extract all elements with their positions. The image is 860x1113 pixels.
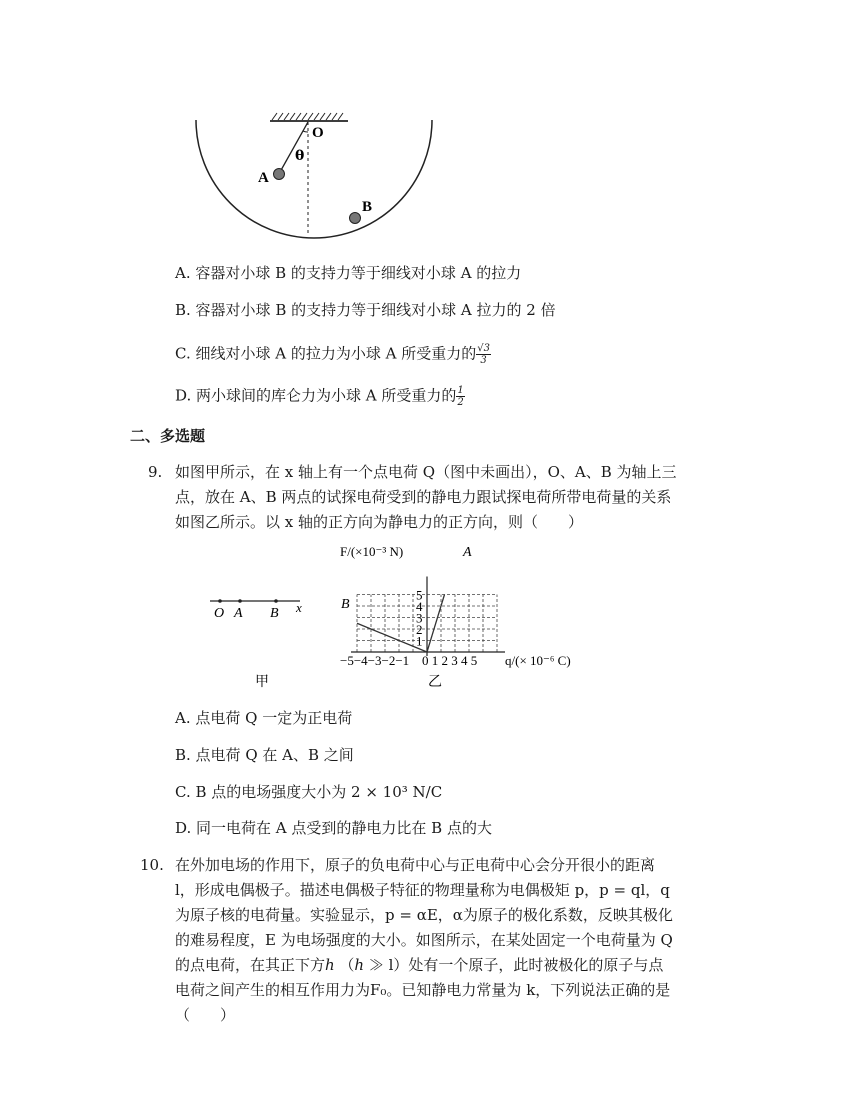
q10-line-3: 为原子核的电荷量。实验显示，p = αE，α为原子的极化系数，反映其极化 — [175, 906, 673, 924]
fraction-1-over-2: $\frac{1}{2}$ — [457, 385, 464, 408]
label-b: B — [270, 606, 279, 621]
x-tick-labels-positive: 0 1 2 3 4 5 — [422, 653, 478, 668]
label-theta: θ — [295, 148, 305, 164]
q9-line-1: 如图甲所示，在 x 轴上有一个点电荷 Q（图中未画出），O、A、B 为轴上三 — [175, 463, 677, 481]
q8-option-d-text: D. 两小球间的库仑力为小球 A 所受重力的 — [175, 386, 457, 405]
q10-line-6: 电荷之间产生的相互作用力为F₀。已知静电力常量为 k，下列说法正确的是 — [175, 981, 671, 999]
y-tick-label: 3 — [416, 610, 423, 626]
section-title: 二、多选题 — [130, 427, 206, 445]
label-b: B — [362, 199, 373, 215]
line-a-label: A — [463, 545, 472, 560]
q9-option-d: D. 同一电荷在 A 点受到的静电力比在 B 点的大 — [175, 819, 492, 837]
label-a: A — [234, 606, 243, 621]
y-tick-label: 1 — [416, 633, 423, 649]
series-line-a — [427, 595, 445, 653]
ceiling-hatch — [272, 113, 343, 120]
figure-jia — [210, 599, 302, 690]
angle-arc — [303, 131, 308, 132]
q9-number: 9. — [148, 463, 163, 481]
q9-stem — [175, 460, 677, 535]
axis-label-x: x — [296, 600, 302, 615]
caption-jia: 甲 — [255, 674, 269, 690]
line-b-label: B — [341, 597, 350, 612]
q10-number: 10. — [140, 856, 164, 874]
q8-option-d — [175, 385, 465, 408]
chart-series — [357, 595, 445, 653]
bowl-pendulum-figure — [188, 108, 448, 243]
ball-a — [274, 169, 285, 180]
q8-option-a: A. 容器对小球 B 的支持力等于细线对小球 A 的拉力 — [175, 264, 522, 282]
y-tick-label: 2 — [416, 622, 423, 637]
q10-stem — [175, 853, 673, 1028]
point-o — [218, 599, 222, 603]
q9-line-2: 点，放在 A、B 两点的试探电荷受到的静电力跟试探电荷所带电荷量的关系 — [175, 488, 672, 506]
y-tick-labels — [416, 588, 423, 649]
point-b — [274, 599, 278, 603]
q9-option-a: A. 点电荷 Q 一定为正电荷 — [175, 709, 353, 727]
y-axis-label: F/(×10⁻³ N) — [340, 544, 404, 559]
figure-yi-chart — [340, 544, 571, 690]
q10-line-2: l，形成电偶极子。描述电偶极子特征的物理量称为电偶极矩 p，p = ql，q — [175, 881, 670, 899]
q8-option-b: B. 容器对小球 B 的支持力等于细线对小球 A 拉力的 2 倍 — [175, 301, 556, 319]
q9-option-b: B. 点电荷 Q 在 A、B 之间 — [175, 746, 354, 764]
q8-option-c — [175, 343, 491, 366]
label-o: O — [312, 125, 324, 141]
chart-axes — [351, 577, 505, 657]
y-tick-label: 4 — [416, 599, 423, 614]
point-a — [238, 599, 242, 603]
y-tick-label: 5 — [416, 587, 423, 603]
q9-option-c: C. B 点的电场强度大小为 2 × 10³ N/C — [175, 783, 443, 801]
q10-line-4: 的难易程度，E 为电场强度的大小。如图所示，在某处固定一个电荷量为 Q — [175, 931, 673, 949]
figure-jia-yi — [205, 540, 615, 690]
x-axis-label: q/(× 10⁻⁶ C) — [505, 653, 571, 668]
ball-b — [350, 213, 361, 224]
q10-line-1: 在外加电场的作用下，原子的负电荷中心与正电荷中心会分开很小的距离 — [175, 856, 656, 874]
caption-yi: 乙 — [428, 674, 442, 690]
q8-option-c-text: C. 细线对小球 A 的拉力为小球 A 所受重力的 — [175, 344, 477, 363]
label-o: O — [214, 606, 225, 621]
q10-line-5: 的点电荷，在其正下方ℎ （ℎ ≫ l）处有一个原子，此时被极化的原子与点 — [175, 956, 664, 974]
q9-line-3: 如图乙所示。以 x 轴的正方向为静电力的正方向，则（ ） — [175, 513, 583, 531]
q10-line-7: （ ） — [175, 1006, 236, 1024]
label-a: A — [258, 170, 269, 186]
fraction-sqrt3-over-3: $\frac{√3}{3}$ — [477, 343, 490, 366]
thread-line — [280, 122, 308, 172]
x-tick-labels-negative: −5−4−3−2−1 — [340, 653, 410, 668]
